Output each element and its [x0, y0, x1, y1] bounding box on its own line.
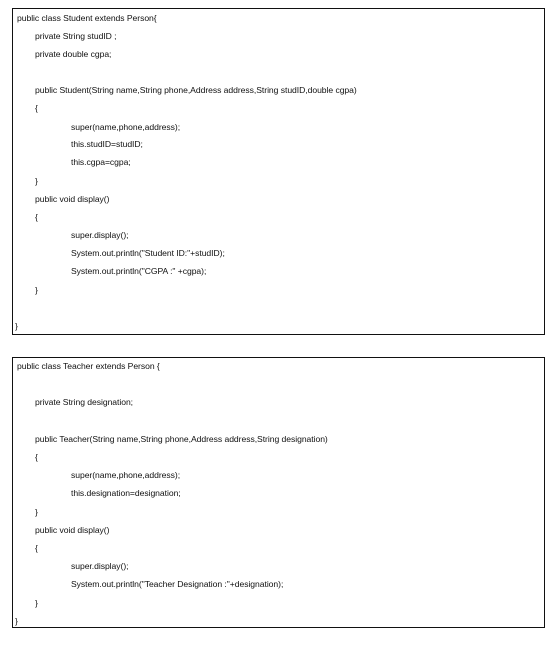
code-line: super(name,phone,address); [71, 470, 181, 480]
code-line: public Teacher(String name,String phone,Address address,String designation) [35, 434, 328, 444]
code-line: { [35, 452, 38, 462]
code-line: private String studID ; [35, 31, 117, 41]
code-line: { [35, 212, 38, 222]
code-line: } [15, 321, 18, 331]
code-line: } [15, 616, 18, 626]
code-line: super(name,phone,address); [71, 122, 181, 132]
teacher-class-code-block [12, 357, 545, 628]
code-line: this.designation=designation; [71, 488, 181, 498]
code-line: } [35, 507, 38, 517]
code-line: public class Student extends Person{ [17, 13, 157, 23]
code-line: super.display(); [71, 230, 129, 240]
code-line: public class Teacher extends Person { [17, 361, 160, 371]
code-line: } [35, 285, 38, 295]
code-line: public Student(String name,String phone,Address address,String studID,double cgpa) [35, 85, 357, 95]
code-line: this.cgpa=cgpa; [71, 157, 131, 167]
code-line: System.out.println("Teacher Designation :"+designation); [71, 579, 284, 589]
code-line: System.out.println("Student ID:"+studID); [71, 248, 225, 258]
code-line: private double cgpa; [35, 49, 112, 59]
student-class-code-block [12, 8, 545, 335]
code-line: public void display() [35, 194, 110, 204]
code-line: } [35, 598, 38, 608]
code-line: public void display() [35, 525, 110, 535]
code-line: } [35, 176, 38, 186]
code-line: { [35, 103, 38, 113]
code-line: { [35, 543, 38, 553]
code-line: super.display(); [71, 561, 129, 571]
code-line: this.studID=studID; [71, 139, 143, 149]
code-line: System.out.println("CGPA :" +cgpa); [71, 266, 207, 276]
code-line: private String designation; [35, 397, 134, 407]
